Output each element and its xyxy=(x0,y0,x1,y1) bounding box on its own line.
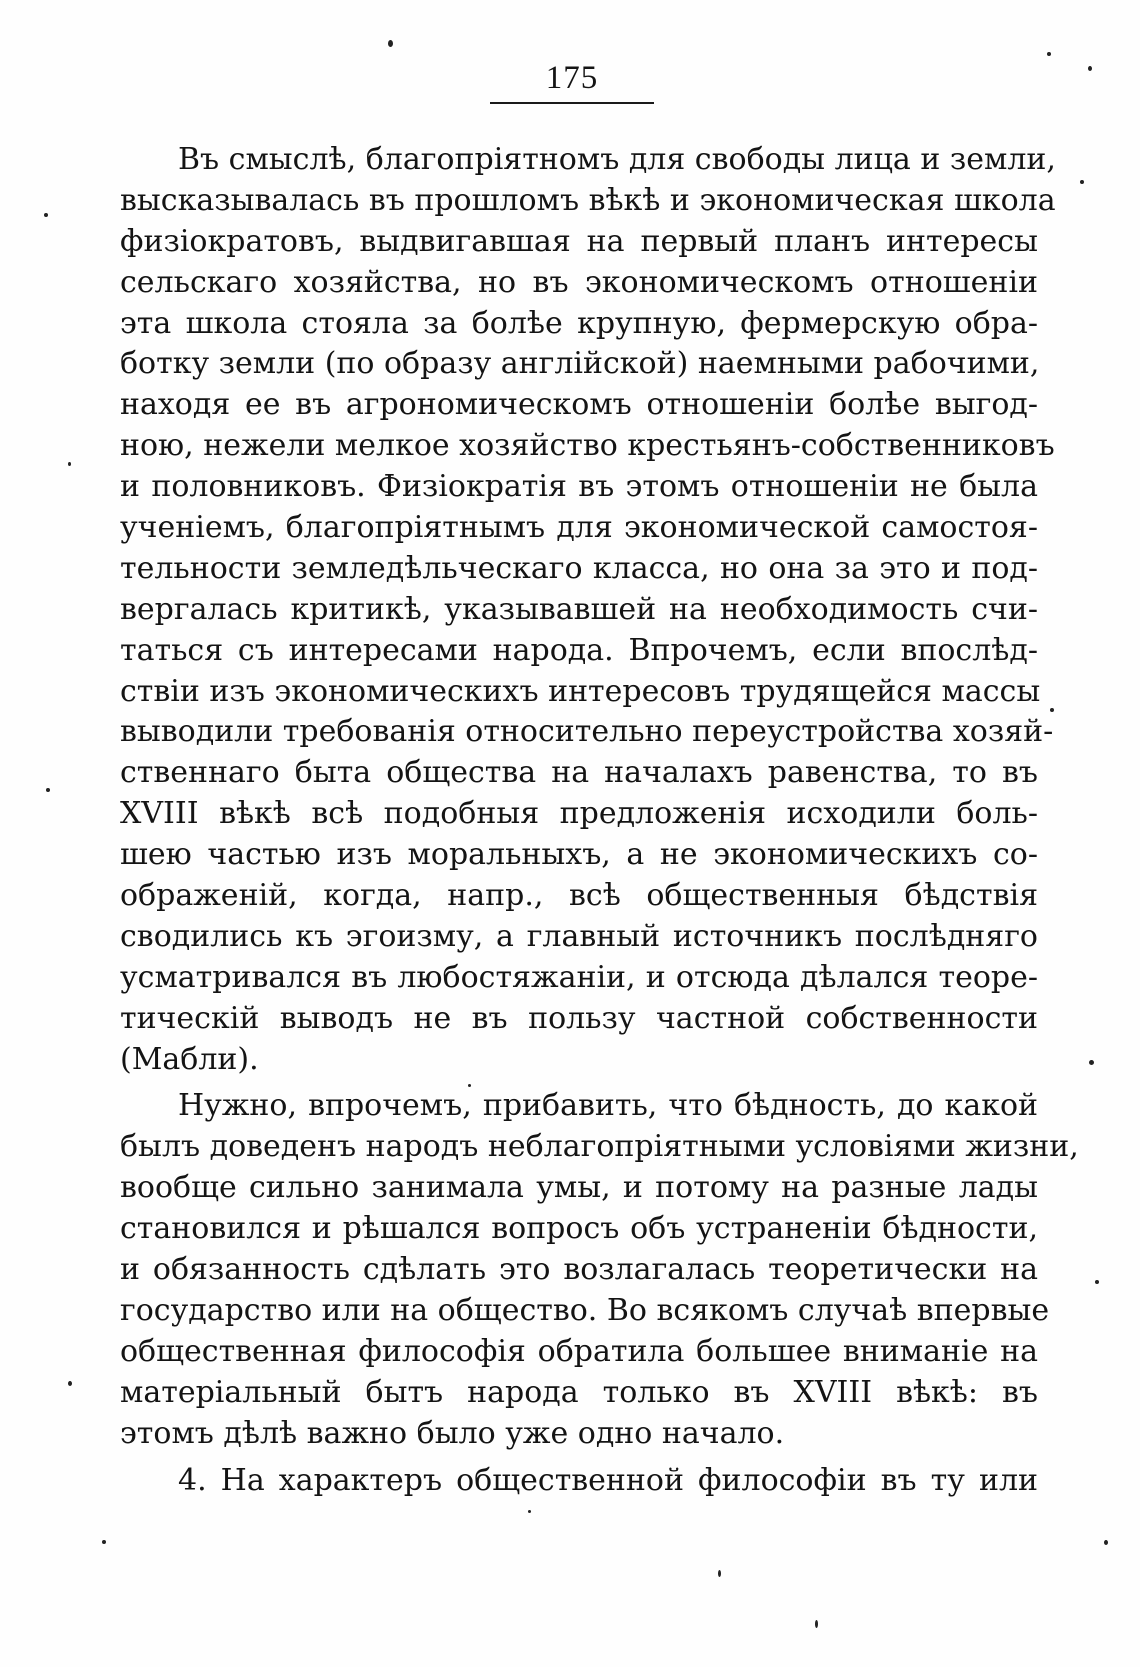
page-number: 175 xyxy=(545,60,599,96)
scan-speck xyxy=(1050,708,1054,712)
body-text xyxy=(120,140,1079,1501)
scan-speck xyxy=(388,40,393,47)
text-line: эта школа стояла за болѣе крупную, фермерскую обра- xyxy=(120,305,1038,341)
text-line: матеріальный бытъ народа только въ XVIII вѣкѣ: въ xyxy=(120,1374,1038,1410)
scan-speck xyxy=(68,462,71,466)
text-line: общественная философія обратила большее вниманіе на xyxy=(120,1333,1038,1369)
scan-speck xyxy=(468,1084,471,1087)
text-line: ственнаго быта общества на началахъ равенства, то въ xyxy=(120,755,1038,791)
text-line: находя ее въ агрономическомъ отношеніи болѣе выгод- xyxy=(120,387,1038,423)
text-line: шею частью изъ моральныхъ, а не экономическихъ со- xyxy=(120,837,1038,873)
text-line: Въ смыслѣ, благопріятномъ для свободы лица и земли, xyxy=(178,142,1056,177)
text-line: ствіи изъ экономическихъ интересовъ трудящейся массы xyxy=(120,673,1041,709)
text-line: Нужно, впрочемъ, прибавить, что бѣдность, до какой xyxy=(178,1088,1038,1124)
scan-speck xyxy=(1088,66,1092,71)
text-line: таться съ интересами народа. Впрочемъ, если впослѣд- xyxy=(120,632,1038,668)
header-rule xyxy=(490,102,654,104)
scan-speck xyxy=(102,1540,106,1544)
text-line: вообще сильно занимала умы, и потому на разные лады xyxy=(120,1170,1038,1206)
text-line: XVIII вѣкѣ всѣ подобныя предложенія исходили боль- xyxy=(120,796,1038,832)
scan-speck xyxy=(1089,1060,1094,1065)
paragraph-1 xyxy=(120,140,1056,1080)
text-line: физіократовъ, выдвигавшая на первый планъ интересы xyxy=(120,223,1038,259)
text-line: ученіемъ, благопріятнымъ для экономической самостоя- xyxy=(120,510,1038,546)
text-line: сводились къ эгоизму, а главный источникъ послѣдняго xyxy=(120,918,1038,954)
scan-speck xyxy=(815,1620,818,1628)
text-line: (Мабли). xyxy=(120,1041,259,1077)
text-line: становился и рѣшался вопросъ объ устраненіи бѣдности, xyxy=(120,1211,1038,1247)
text-line: тельности земледѣльческаго класса, но она за это и под- xyxy=(120,550,1038,586)
scan-speck xyxy=(1080,180,1084,184)
page-header xyxy=(490,58,654,104)
text-line: выводили требованія относительно переустройства хозяй- xyxy=(120,714,1054,750)
scan-speck xyxy=(528,1510,531,1513)
text-line: усматривался въ любостяжаніи, и отсюда дѣлался теоре- xyxy=(120,959,1038,995)
scan-speck xyxy=(1047,52,1051,56)
scan-speck xyxy=(718,1570,721,1577)
text-line: и половниковъ. Физіократія въ этомъ отношеніи не была xyxy=(120,469,1038,505)
scan-speck xyxy=(1104,1540,1108,1545)
paragraph-2 xyxy=(120,1086,1079,1454)
text-line: сельскаго хозяйства, но въ экономическомъ отношеніи xyxy=(120,264,1038,300)
text-line: ображеній, когда, напр., всѣ общественныя бѣдствія xyxy=(120,878,1038,914)
text-line: ною, нежели мелкое хозяйство крестьянъ-собственниковъ xyxy=(120,428,1055,464)
text-line: былъ доведенъ народъ неблагопріятными условіями жизни, xyxy=(120,1129,1079,1165)
scan-speck xyxy=(46,788,50,792)
paragraph-3 xyxy=(120,1461,1038,1502)
scan-speck xyxy=(44,213,48,217)
text-line: этомъ дѣлѣ важно было уже одно начало. xyxy=(120,1415,785,1451)
text-line: ботку земли (по образу англійской) наемными рабочими, xyxy=(120,346,1040,382)
text-line: и обязанность сдѣлать это возлагалась теоретически на xyxy=(120,1252,1038,1288)
text-line: государство или на общество. Во всякомъ случаѣ впервые xyxy=(120,1292,1050,1328)
scan-speck xyxy=(1095,1280,1099,1284)
text-line: тическій выводъ не въ пользу частной собственности xyxy=(120,1000,1038,1036)
text-line: высказывалась въ прошломъ вѣкѣ и экономическая школа xyxy=(120,182,1056,218)
text-line: вергалась критикѣ, указывавшей на необходимость счи- xyxy=(120,591,1038,627)
scan-speck xyxy=(68,1381,72,1386)
text-line: 4. На характеръ общественной философіи въ ту или xyxy=(178,1462,1038,1498)
